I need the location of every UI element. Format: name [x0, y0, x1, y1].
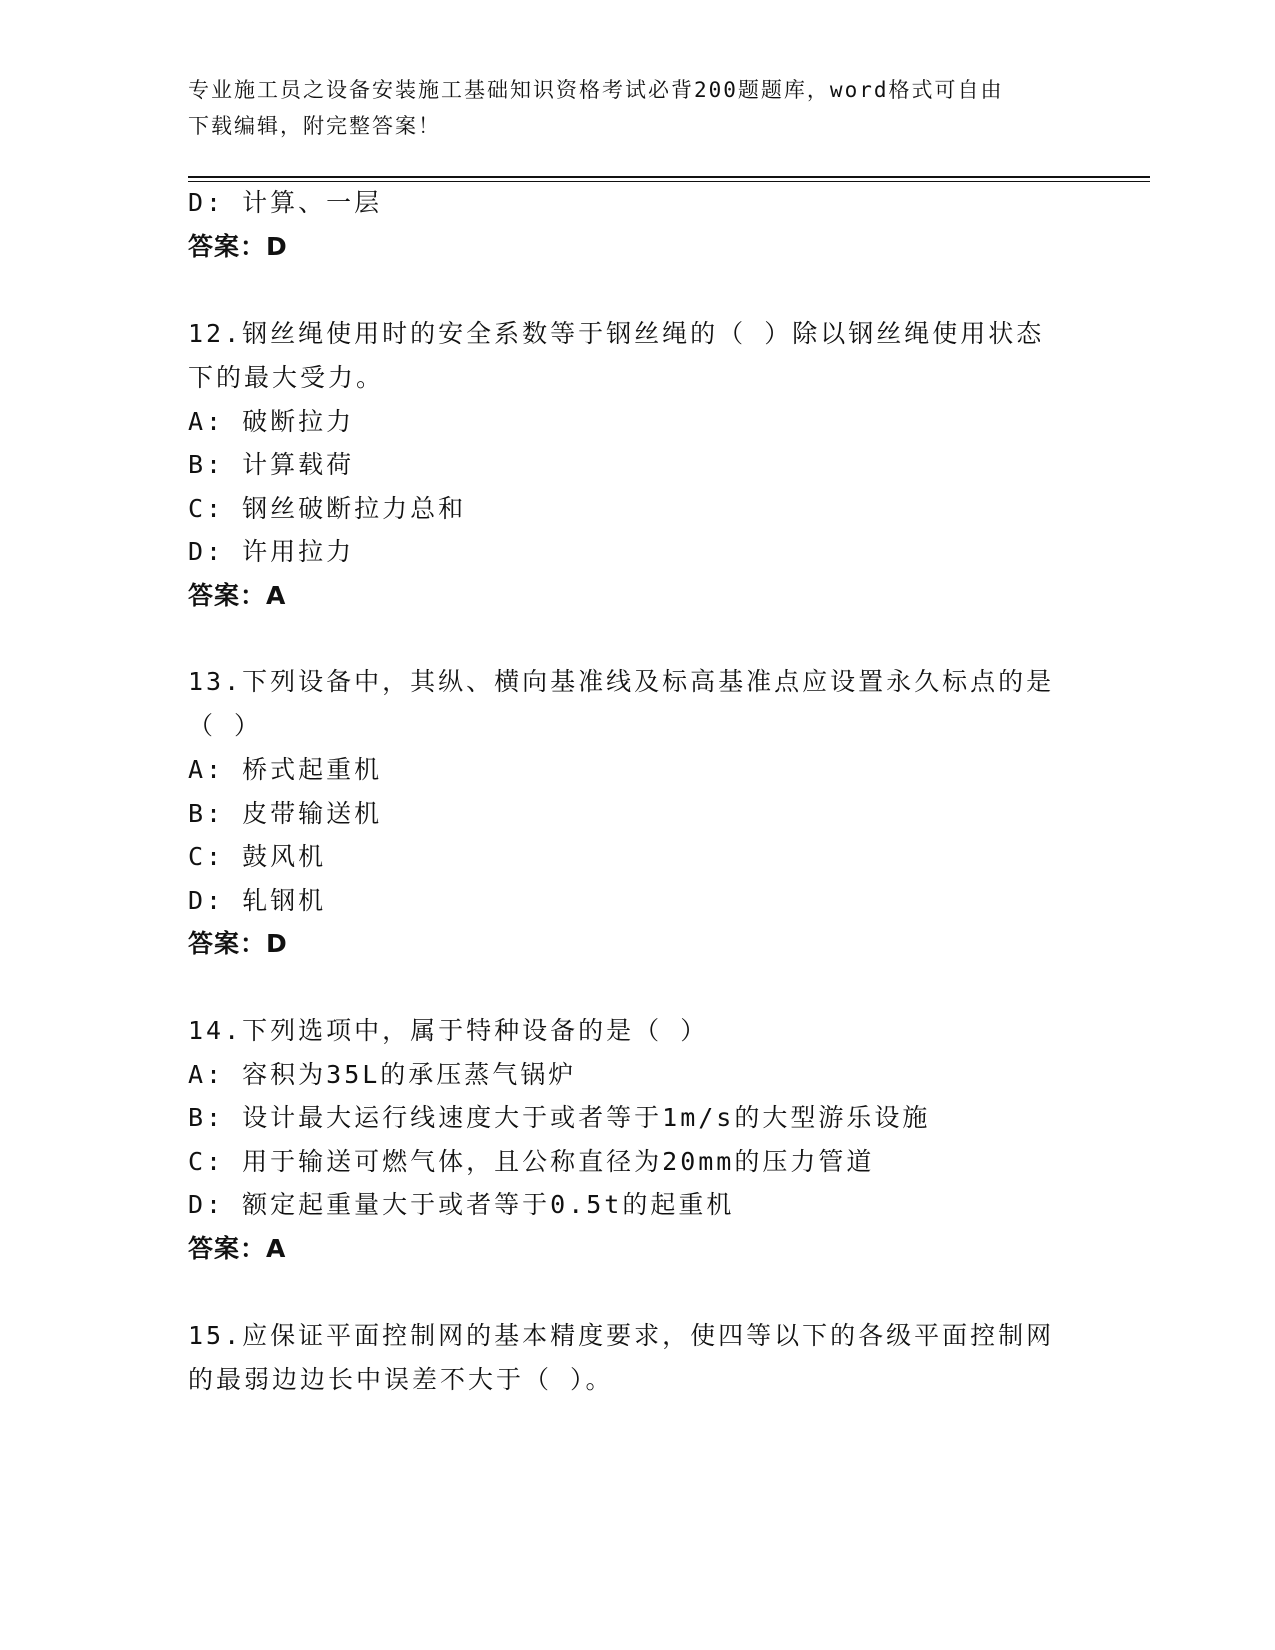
prev-answer: 答案：D [188, 232, 288, 261]
q14-option-d: D: 额定起重量大于或者等于0.5t的起重机 [188, 1190, 735, 1219]
prev-option-d: D: 计算、一层 [188, 188, 383, 217]
q13-stem-line-1: 13.下列设备中，其纵、横向基准线及标高基准点应设置永久标点的是 [188, 667, 1055, 696]
header-divider-thick [188, 176, 1150, 178]
q12-stem-line-2: 下的最大受力。 [188, 363, 385, 392]
q13-option-d: D: 轧钢机 [188, 886, 327, 915]
q15-stem-line-1: 15.应保证平面控制网的基本精度要求，使四等以下的各级平面控制网 [188, 1321, 1055, 1350]
q12-stem-line-1: 12.钢丝绳使用时的安全系数等于钢丝绳的（ ）除以钢丝绳使用状态 [188, 319, 1045, 348]
q13-stem-line-2: （ ） [188, 711, 263, 740]
document-header [188, 72, 1068, 144]
q12-option-a: A: 破断拉力 [188, 407, 355, 436]
header-divider-thin [188, 181, 1150, 182]
q13-option-a: A: 桥式起重机 [188, 755, 383, 784]
q12-option-b: B: 计算载荷 [188, 450, 355, 479]
q14-option-b: B: 设计最大运行线速度大于或者等于1m/s的大型游乐设施 [188, 1103, 931, 1132]
q14-answer: 答案：A [188, 1234, 287, 1263]
q13-answer: 答案：D [188, 929, 288, 958]
q14-stem-line-1: 14.下列选项中，属于特种设备的是（ ） [188, 1016, 709, 1045]
q12-answer: 答案：A [188, 581, 287, 610]
header-title-line-1: 专业施工员之设备安装施工基础知识资格考试必背200题题库，word格式可自由 [188, 78, 1004, 102]
q14-option-a: A: 容积为35L的承压蒸气锅炉 [188, 1060, 577, 1089]
q12-option-d: D: 许用拉力 [188, 537, 355, 566]
q13-option-b: B: 皮带输送机 [188, 799, 383, 828]
q12-option-c: C: 钢丝破断拉力总和 [188, 494, 467, 523]
q14-option-c: C: 用于输送可燃气体，且公称直径为20mm的压力管道 [188, 1147, 875, 1176]
q15-stem-line-2: 的最弱边边长中误差不大于（ ）。 [188, 1365, 614, 1394]
q13-option-c: C: 鼓风机 [188, 842, 327, 871]
header-title-line-2: 下载编辑，附完整答案！ [188, 114, 441, 138]
